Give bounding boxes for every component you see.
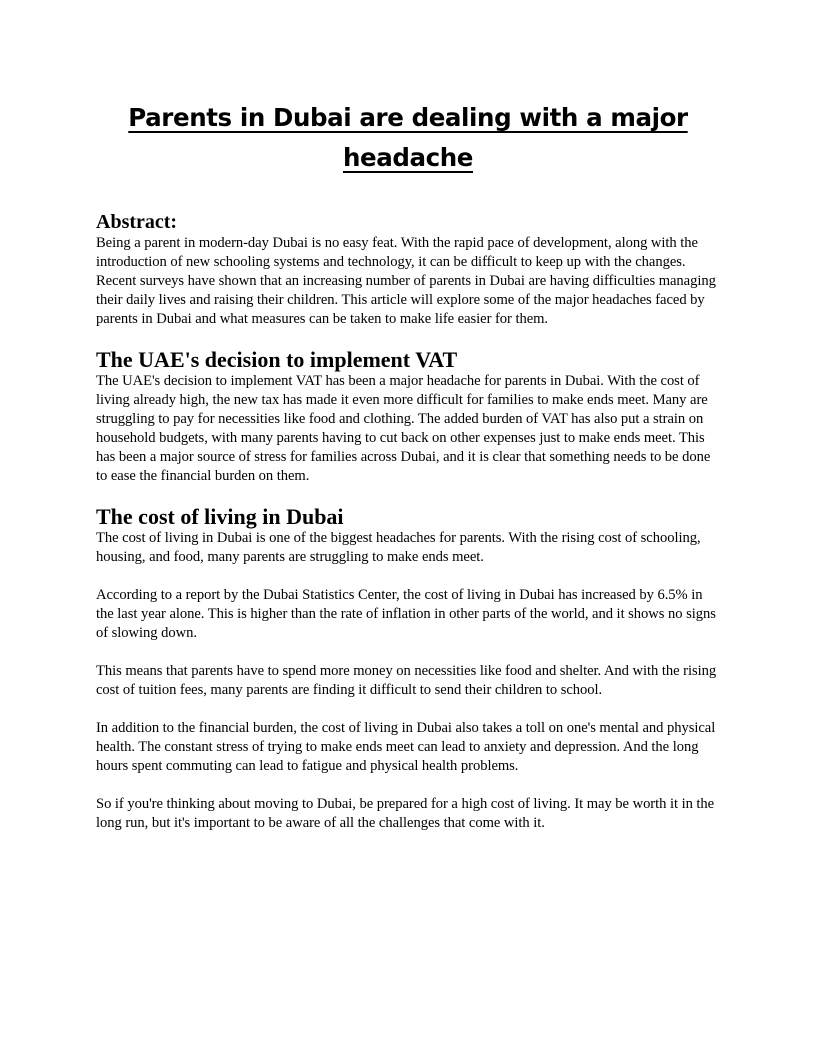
cost-of-living-paragraph-4: In addition to the financial burden, the cost of living in Dubai also takes a toll on one's mental and physical health. The constant stress of trying to make ends meet can lead to anxiety and depression. And the long hours spent commuting can lead to fatigue and physical health problems. bbox=[96, 720, 716, 774]
vat-paragraph: The UAE's decision to implement VAT has been a major headache for parents in Dubai. With the cost of living already high, the new tax has made it even more difficult for families to make ends meet. Many are struggling to pay for necessities like food and clothing. The added burden of VAT has also put a strain on household budgets, with many parents having to cut back on other expenses just to make ends meet. This has been a major source of stress for families across Dubai, and it is clear that something needs to be done to ease the financial burden on them. bbox=[96, 373, 711, 484]
document-body bbox=[96, 208, 720, 833]
vat-section bbox=[96, 346, 720, 486]
cost-of-living-paragraph-5: So if you're thinking about moving to Dubai, be prepared for a high cost of living. It may be worth it in the long run, but it's important to be aware of all the challenges that come with it. bbox=[96, 796, 715, 831]
cost-of-living-paragraph-2: According to a report by the Dubai Statistics Center, the cost of living in Dubai has increased by 6.5% in the last year alone. This is higher than the rate of inflation in other parts of the world, and it shows no signs of slowing down. bbox=[96, 587, 716, 641]
cost-of-living-heading: The cost of living in Dubai bbox=[96, 504, 344, 529]
cost-of-living-paragraph-3: This means that parents have to spend more money on necessities like food and shelter. And with the rising cost of tuition fees, many parents are finding it difficult to send their children to school. bbox=[96, 663, 717, 698]
abstract-section bbox=[96, 208, 720, 329]
cost-of-living-section bbox=[96, 503, 720, 833]
cost-of-living-paragraph-1: The cost of living in Dubai is one of the biggest headaches for parents. With the rising cost of schooling, housing, and food, many parents are struggling to make ends meet. bbox=[96, 530, 701, 565]
abstract-heading: Abstract: bbox=[96, 211, 178, 233]
page-title: Parents in Dubai are dealing with a major headache bbox=[128, 103, 688, 172]
abstract-paragraph: Being a parent in modern-day Dubai is no easy feat. With the rapid pace of development, along with the introduction of new schooling systems and technology, it can be difficult to keep up with the changes. Recent surveys have shown that an increasing number of parents in Dubai are having difficulties managing their daily lives and raising their children. This article will explore some of the major headaches faced by parents in Dubai and what measures can be taken to make life easier for them. bbox=[96, 235, 716, 327]
vat-heading: The UAE's decision to implement VAT bbox=[96, 347, 458, 372]
